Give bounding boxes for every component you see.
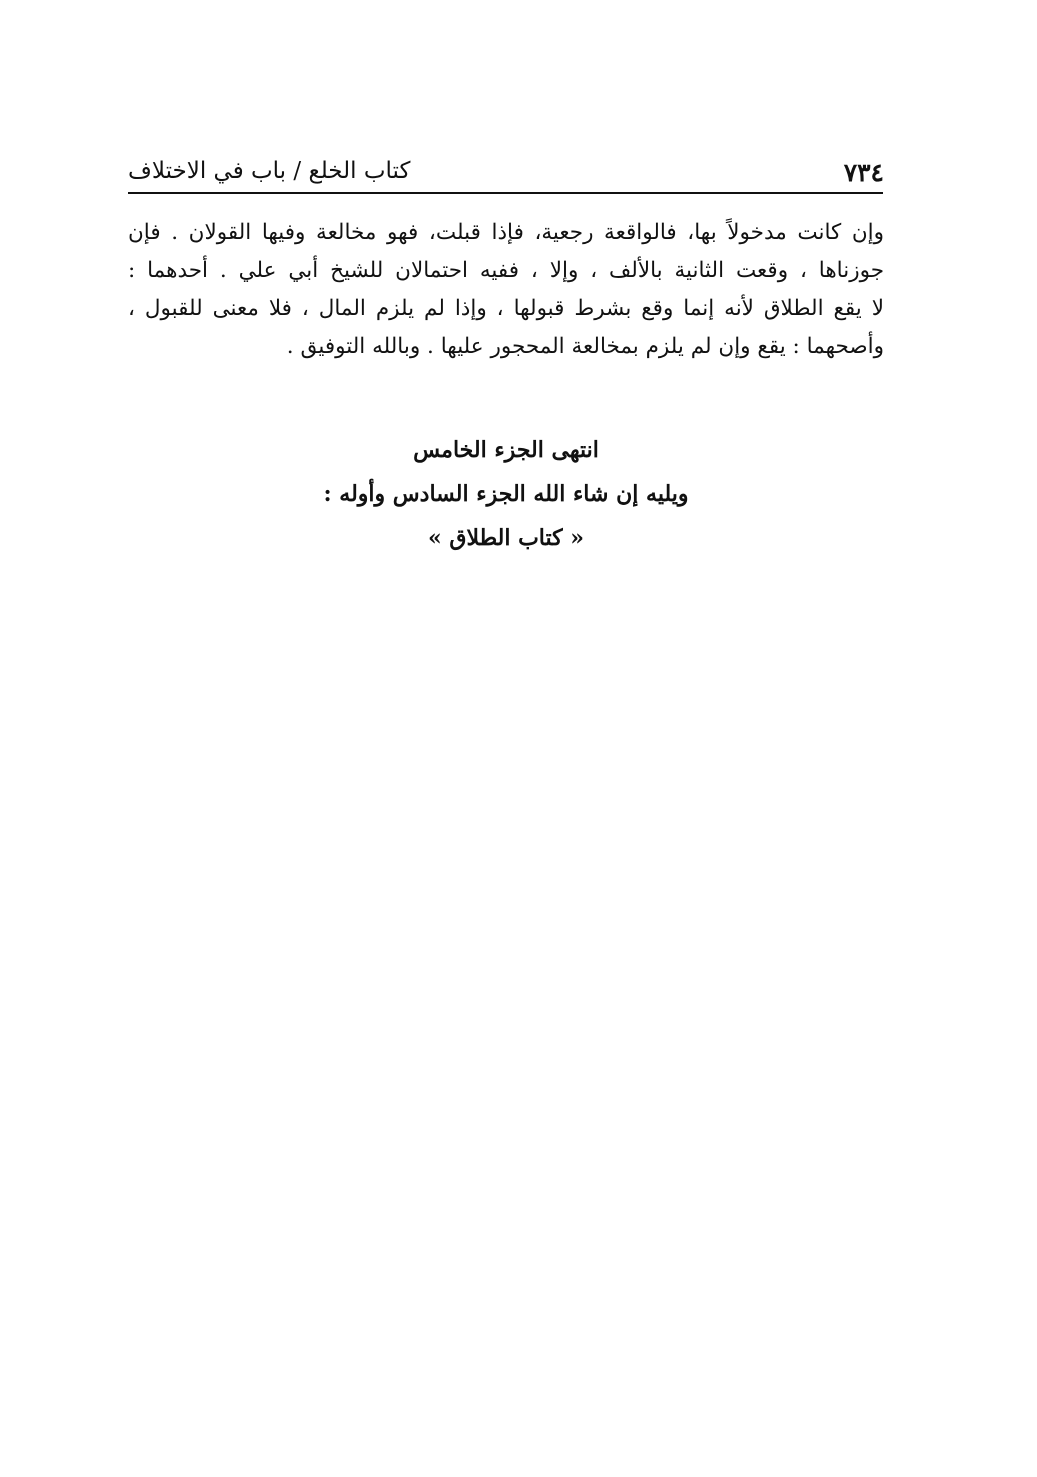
body-line-4: وأصحهما : يقع وإن لم يلزم بمخالعة المحجور عليها . وبالله التوفيق . xyxy=(286,334,884,359)
body-line-1: وإن كانت مدخولاً بها، فالواقعة رجعية، فإذا قبلت، فهو مخالعة وفيها القولان . فإن xyxy=(128,220,884,245)
volume-end-line: انتهى الجزء الخامس xyxy=(413,437,599,463)
running-head: كتاب الخلع / باب في الاختلاف xyxy=(128,158,411,184)
body-line-2: جوزناها ، وقعت الثانية بالألف ، وإلا ، ففيه احتمالان للشيخ أبي علي . أحدهما : xyxy=(128,258,884,283)
next-book-title: « كتاب الطلاق » xyxy=(427,525,585,551)
page-number: ٧٣٤ xyxy=(843,158,884,187)
body-line-3: لا يقع الطلاق لأنه إنما وقع بشرط قبولها ، وإذا لم يلزم المال ، فلا معنى للقبول ، xyxy=(128,296,884,321)
body-paragraph xyxy=(128,214,884,366)
page-header xyxy=(128,152,884,192)
volume-end-note xyxy=(128,428,884,560)
header-rule xyxy=(128,192,883,194)
next-volume-line: ويليه إن شاء الله الجزء السادس وأوله : xyxy=(323,481,689,507)
